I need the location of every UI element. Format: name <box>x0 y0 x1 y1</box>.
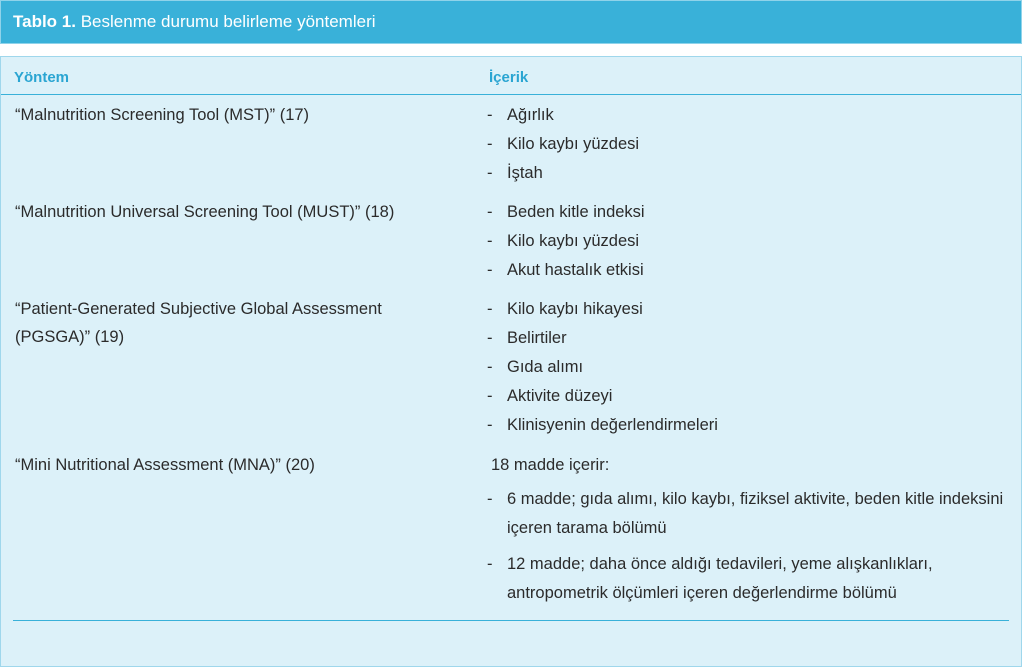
list-item: - Ağırlık <box>485 101 1015 130</box>
table-title <box>13 12 376 32</box>
list-item: - Kilo kaybı hikayesi <box>485 295 1015 324</box>
table-header-row <box>1 57 1021 95</box>
content-intro: 18 madde içerir: <box>491 456 610 474</box>
table-title-text: Beslenme durumu belirleme yöntemleri <box>80 12 376 31</box>
list-item: - Gıda alımı <box>485 353 1015 382</box>
list-item: - Akut hastalık etkisi <box>485 256 1015 285</box>
column-header-method: Yöntem <box>14 69 70 86</box>
content-list <box>485 295 1015 440</box>
content-list <box>485 198 1015 285</box>
table-body <box>0 56 1022 667</box>
list-item: - 6 madde; gıda alımı, kilo kaybı, fiziksel aktivite, beden kitle indeksini içeren tarama bölümü <box>485 485 1015 543</box>
list-item: - Kilo kaybı yüzdesi <box>485 227 1015 256</box>
content-list <box>485 101 1015 188</box>
list-item: - Klinisyenin değerlendirmeleri <box>485 411 1015 440</box>
list-item: - 12 madde; daha önce aldığı tedavileri, yeme alışkanlıkları, antropometrik ölçümleri içeren değerlendirme bölümü <box>485 550 1015 608</box>
list-item: - İştah <box>485 159 1015 188</box>
method-cell: “Patient-Generated Subjective Global Assessment (PGSGA)” (19) <box>15 300 382 346</box>
content-list <box>485 485 1015 615</box>
list-item: - Belirtiler <box>485 324 1015 353</box>
list-item: - Aktivite düzeyi <box>485 382 1015 411</box>
table-title-bar <box>0 0 1022 44</box>
list-item: - Beden kitle indeksi <box>485 198 1015 227</box>
list-item: - Kilo kaybı yüzdesi <box>485 130 1015 159</box>
method-cell: “Malnutrition Screening Tool (MST)” (17) <box>15 106 310 124</box>
table-label: Tablo 1. <box>13 12 76 31</box>
column-header-content: İçerik <box>489 69 529 86</box>
table-bottom-rule <box>13 620 1009 621</box>
method-cell: “Mini Nutritional Assessment (MNA)” (20) <box>15 456 315 474</box>
method-cell: “Malnutrition Universal Screening Tool (MUST)” (18) <box>15 203 395 221</box>
